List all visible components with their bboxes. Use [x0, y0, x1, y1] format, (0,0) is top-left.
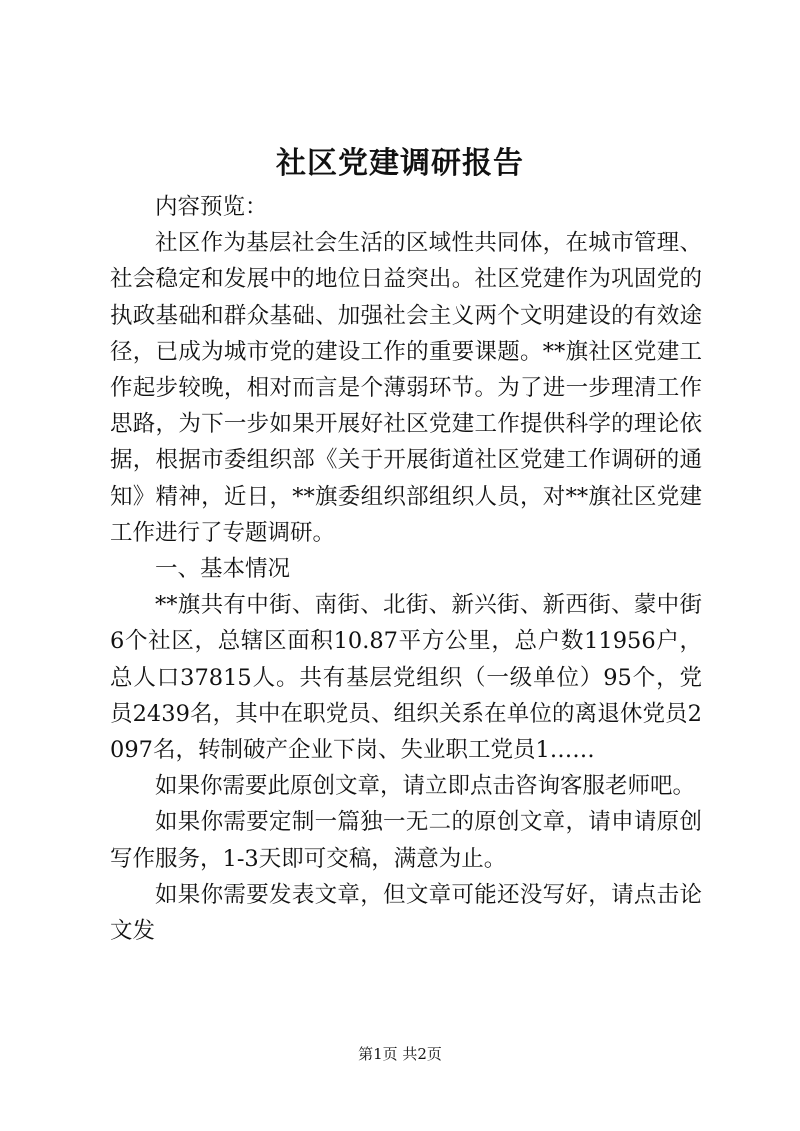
- document-title: 社区党建调研报告: [276, 146, 524, 181]
- custom-writing-paragraph: 如果你需要定制一篇独一无二的原创文章，请申请原创写作服务，1-3天即可交稿，满意为止。: [110, 809, 702, 872]
- basic-situation-paragraph: **旗共有中街、南街、北街、新兴街、新西街、蒙中街6个社区，总辖区面积10.87平方公里，总户数11956户，总人口37815人。共有基层党组织（一级单位）95个，党员2439名，其中在职党员、组织关系在单位的离退休党员2097名，转制破产企业下岗、失业职工党员1……: [110, 592, 702, 764]
- preview-label: 内容预览：: [155, 194, 268, 220]
- section-heading-basic-situation: 一、基本情况: [155, 556, 291, 583]
- publishing-paragraph: 如果你需要发表文章，但文章可能还没写好，请点击论文发: [110, 881, 702, 945]
- consult-paragraph: 如果你需要此原创文章，请立即点击咨询客服老师吧。: [155, 773, 696, 800]
- intro-paragraph: 社区作为基层社会生活的区域性共同体，在城市管理、社会稳定和发展中的地位日益突出。社区党建作为巩固党的执政基础和群众基础、加强社会主义两个文明建设的有效途径，已成为城市党的建设工作的重要课题。**旗社区党建工作起步较晚，相对而言是个薄弱环节。为了进一步理清工作思路，为下一步如果开展好社区党建工作提供科学的理论依据，根据市委组织部《关于开展街道社区党建工作调研的通知》精神，近日，**旗委组织部组织人员，对**旗社区党建工作进行了专题调研。: [110, 230, 702, 546]
- page-footer: 第1页 共2页: [358, 1045, 442, 1063]
- document-body: [110, 189, 702, 949]
